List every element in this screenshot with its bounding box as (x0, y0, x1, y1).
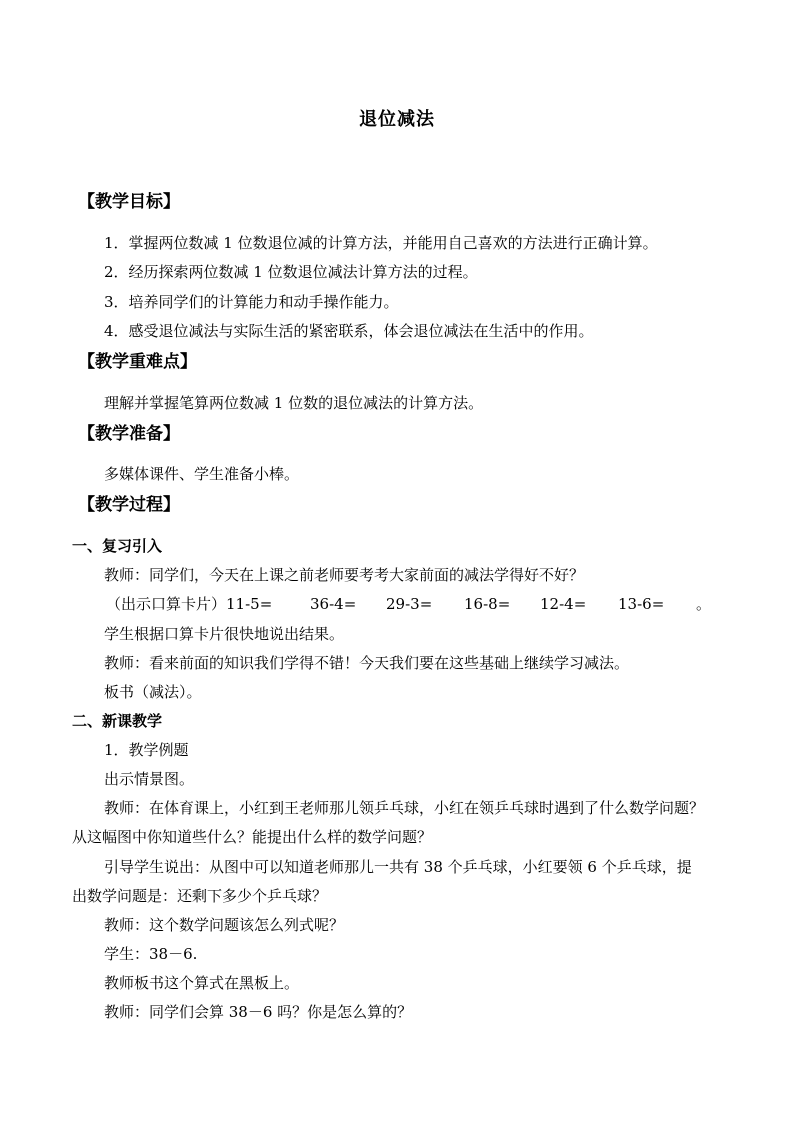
paragraph: 教师：看来前面的知识我们学得不错！今天我们要在这些基础上继续学习减法。 (104, 654, 630, 672)
paragraph: 教师：同学们会算 38－6 吗？你是怎么算的？ (104, 1003, 413, 1021)
paragraph: 教师：在体育课上，小红到王老师那儿领乒乓球，小红在领乒乓球时遇到了什么数学问题？ (104, 799, 705, 817)
card-item: 29-3= (386, 595, 433, 613)
cards-prefix: （出示口算卡片）11-5= (106, 595, 273, 613)
objective-item: 4．感受退位减法与实际生活的紧密联系，体会退位减法在生活中的作用。 (104, 322, 594, 340)
preparation-heading: 【教学准备】 (78, 424, 180, 444)
paragraph: 引导学生说出：从图中可以知道老师那儿一共有 38 个乒乓球，小红要领 6 个乒乓球，提 (104, 858, 692, 876)
process-heading: 【教学过程】 (78, 495, 180, 515)
paragraph: 教师：同学们，今天在上课之前老师要考考大家前面的减法学得好不好？ (104, 566, 585, 584)
paragraph: 板书（减法）。 (104, 683, 202, 701)
objective-item: 2．经历探索两位数减 1 位数退位减法计算方法的过程。 (104, 263, 478, 281)
card-item: 36-4= (310, 595, 357, 613)
key-points-heading: 【教学重难点】 (78, 352, 197, 372)
objectives-heading: 【教学目标】 (78, 192, 180, 212)
paragraph: 出数学问题是：还剩下多少个乒乓球？ (72, 887, 328, 905)
paragraph: 学生：38－6. (104, 945, 198, 963)
paragraph: 从这幅图中你知道些什么？能提出什么样的数学问题？ (72, 828, 433, 846)
paragraph: 教师板书这个算式在黑板上。 (104, 974, 300, 992)
part1-heading: 一、复习引入 (72, 537, 163, 555)
objective-item: 1．掌握两位数减 1 位数退位减的计算方法，并能用自己喜欢的方法进行正确计算。 (104, 234, 658, 252)
key-points-text: 理解并掌握笔算两位数减 1 位数的退位减法的计算方法。 (104, 394, 484, 412)
card-item: 13-6= (618, 595, 665, 613)
preparation-text: 多媒体课件、学生准备小棒。 (104, 465, 300, 483)
paragraph: 教师：这个数学问题该怎么列式呢？ (104, 916, 345, 934)
paragraph: 出示情景图。 (104, 770, 195, 788)
objective-item: 3．培养同学们的计算能力和动手操作能力。 (104, 293, 399, 311)
card-item: 12-4= (540, 595, 587, 613)
card-item: 16-8= (464, 595, 511, 613)
paragraph: 学生根据口算卡片很快地说出结果。 (104, 625, 345, 643)
document-title: 退位减法 (359, 109, 435, 130)
subheading: 1．教学例题 (104, 741, 189, 759)
part2-heading: 二、新课教学 (72, 712, 163, 730)
oral-calculation-cards (106, 594, 712, 614)
cards-end: 。 (696, 595, 712, 613)
